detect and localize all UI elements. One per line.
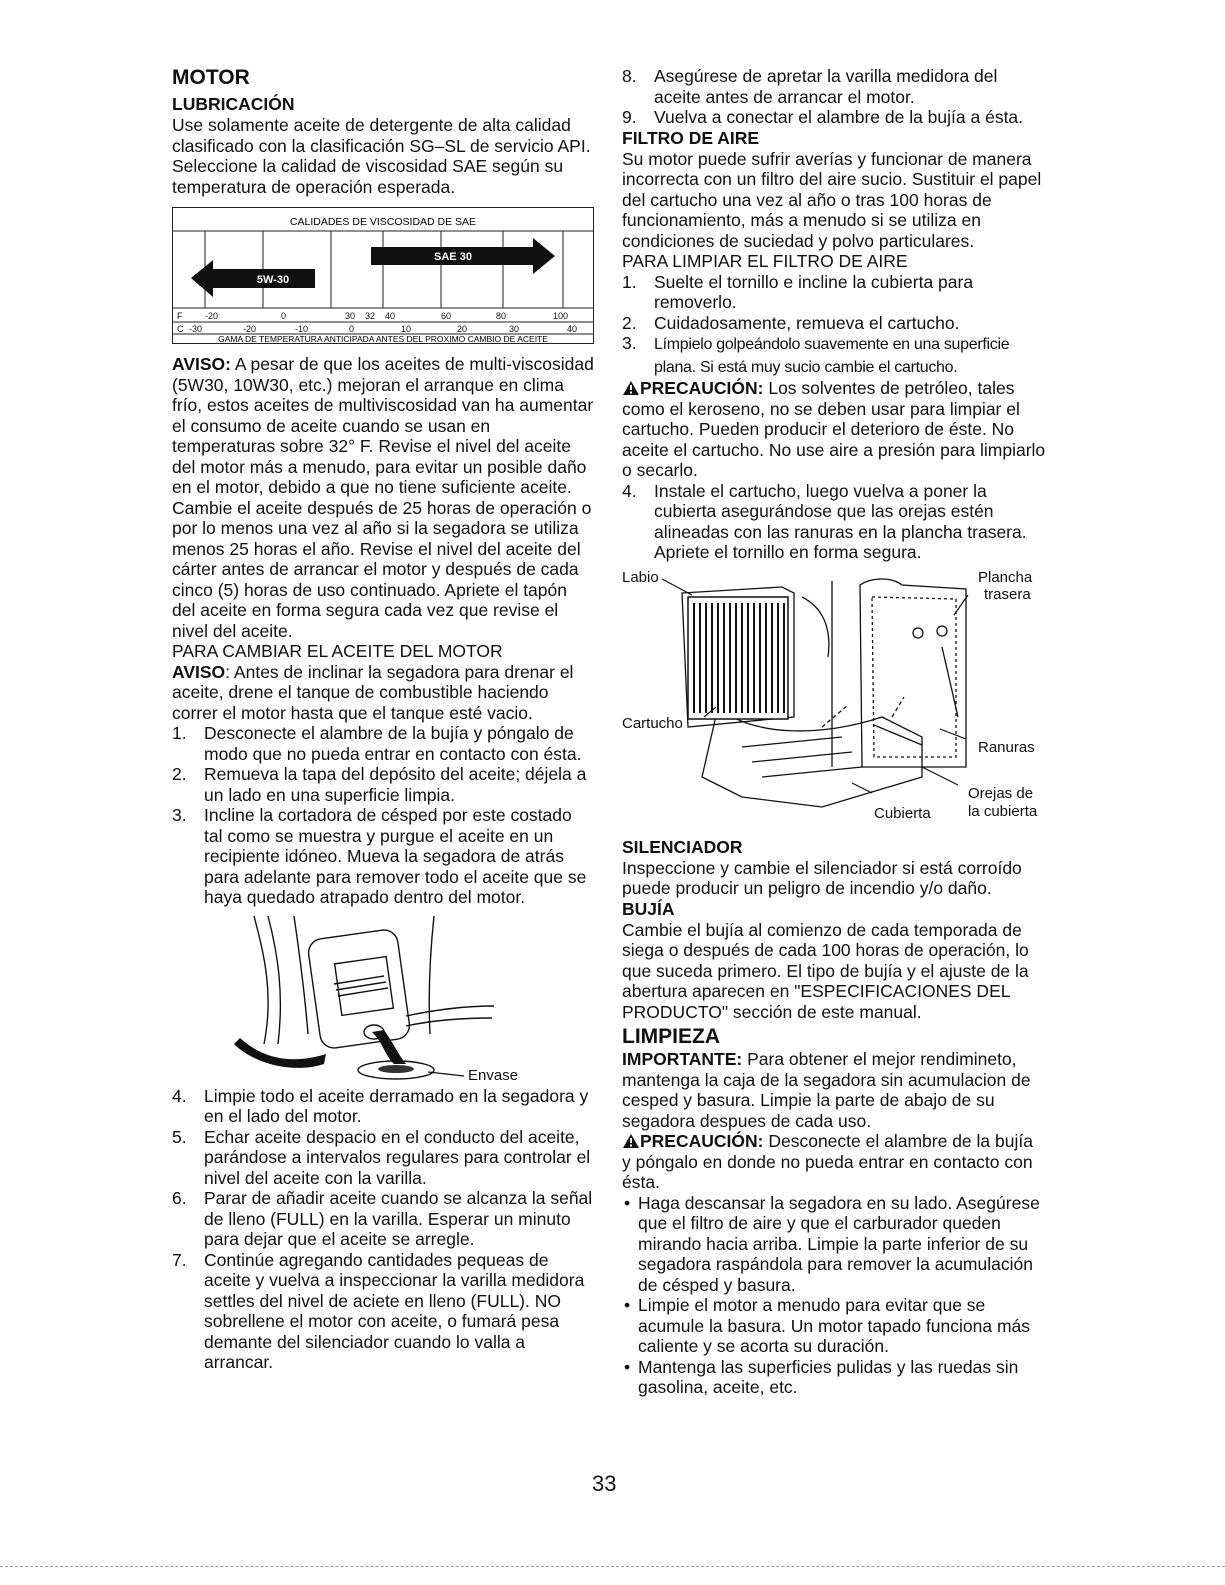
step-text: Límpielo golpeándolo suavemente en una superficie plana. Si está muy sucio cambie el cartucho.	[654, 336, 1010, 376]
precaucion1-text: Los solventes de petróleo, tales como el keroseno, no se deben usar para limpiar el cartucho. Pueden producir el deterioro de éste. No aceite el cartucho. No use aire a presión para limpiarlo o secarlo.	[622, 378, 1046, 480]
lubricacion-heading: LUBRICACIÓN	[172, 94, 295, 114]
motor-heading: MOTOR	[172, 66, 250, 89]
sae30-label: SAE 30	[434, 251, 472, 263]
bullet-text: Haga descansar la segadora en su lado. Asegúrese que el filtro de aire y que el carburador queden mirando hacia arriba. Limpie la parte inferior de su segadora raspándola para remover la acumulación de césped y basura.	[638, 1192, 1040, 1295]
importante-text: Para obtener el mejor rendimineto, mantenga la caja de la segadora sin acumulacion de cesped y basura. Limpie la parte de abajo de su segadora despues de cada uso.	[622, 1049, 1031, 1131]
c-tick: -30	[189, 324, 203, 334]
list-item	[172, 1188, 594, 1250]
f-tick-label: F	[177, 311, 183, 321]
step-number: 3.	[622, 333, 637, 353]
list-item	[622, 66, 1046, 107]
aviso1-label: AVISO:	[172, 354, 231, 374]
list-item: • Haga descansar la segadora en su lado. Asegúrese que el filtro de aire y que el carburador queden mirando hacia arriba. Limpie la parte inferior de su segadora raspándola para remover la acumulación de césped y basura.	[624, 1192, 1040, 1295]
list-item	[172, 723, 594, 764]
f-tick: 60	[441, 311, 452, 321]
silenciador-heading: SILENCIADOR	[622, 836, 743, 857]
left-column	[172, 66, 594, 1373]
bujia-text: Cambie el bujía al comienzo de cada temporada de siega o después de cada 100 horas de operación, lo que suceda primero. El tipo de bujía y el ajuste de la abertura aparecen en "ESPECIFICACIONES DEL PRODUCTO" sección de este manual.	[622, 919, 1029, 1022]
step-number: 5.	[172, 1126, 187, 1147]
ranuras-label: Ranuras	[978, 738, 1035, 756]
steps-list-e	[622, 481, 1046, 563]
envase-label: Envase	[468, 1066, 519, 1084]
list-item	[622, 107, 1046, 128]
list-item: • Mantenga las superficies pulidas y las ruedas sin gasolina, aceite, etc.	[624, 1356, 1019, 1397]
step-number: 3.	[172, 805, 187, 825]
limpiar-heading: PARA LIMPIAR EL FILTRO DE AIRE	[622, 251, 908, 271]
list-item	[172, 764, 594, 805]
step-number: 7.	[172, 1249, 187, 1270]
step-text: Asegúrese de apretar la varilla medidora del aceite antes de arrancar el motor.	[654, 66, 998, 107]
step-number: 2.	[622, 312, 637, 333]
cubierta-label: Cubierta	[874, 804, 931, 822]
aviso1-text: A pesar de que los aceites de multi-viscosidad (5W30, 10W30, etc.) mejoran el arranque en clima frío, estos aceites de multiviscosidad van ha aumentar el consumo de aceite cuando se usan en temperaturas sobre 32° F. Revise el nivel del aceite del motor más a menudo, para evitar un posible daño en el motor, debido a que no tiene suficiente aceite. Cambie el aceite después de 25 horas de operación o por lo menos una vez al año si la segadora se utiliza menos 25 horas el año. Revise el nivel del aceite del cárter antes de arrancar el motor y después de cada cinco (5) horas de uso continuado. Apriete el tapón del aceite en forma segura cada vez que revise el nivel del aceite.	[172, 354, 594, 641]
page-number: 33	[592, 1471, 617, 1496]
list-item: • Limpie el motor a menudo para evitar que se acumule la basura. Un motor tapado funciona más caliente y se acorta su duración.	[624, 1295, 1031, 1356]
list-item	[622, 313, 1046, 334]
c-tick-label: C	[177, 324, 184, 334]
step-text: Limpie todo el aceite derramado en la segadora y en el lado del motor.	[204, 1085, 589, 1126]
step-text: Cuidadosamente, remueva el cartucho.	[654, 312, 960, 333]
precaucion2-paragraph	[622, 1131, 1046, 1193]
precaucion2-label: PRECAUCIÓN:	[640, 1131, 764, 1151]
plancha-label: Plancha	[978, 568, 1033, 586]
lubricacion-text: Use solamente aceite de detergente de alta calidad clasificado con la clasificación SG–SL de servicio API. Seleccione la calidad de viscosidad SAE según su temperatura de operación esperada.	[172, 115, 591, 197]
orejas-label-1: Orejas de	[968, 784, 1034, 802]
cambiar-heading: PARA CAMBIAR EL ACEITE DEL MOTOR	[172, 641, 503, 661]
list-item	[622, 481, 1046, 563]
bullet-text: Mantenga las superficies pulidas y las ruedas sin gasolina, aceite, etc.	[638, 1356, 1019, 1397]
step-text: Continúe agregando cantidades pequeas de aceite y vuelva a inspeccionar la varilla medidora settles del nivel de aciete en lleno (FULL). NO sobrellene el motor con aceite, o fumará pesa demante del silenciador cuando lo valla a arrancar.	[204, 1249, 585, 1372]
f-tick: 40	[385, 311, 396, 321]
importante-label: IMPORTANTE:	[622, 1049, 743, 1069]
step-number: 4.	[622, 480, 637, 501]
5w30-label: 5W-30	[256, 274, 290, 286]
step-text: Parar de añadir aceite cuando se alcanza la señal de lleno (FULL) en la varilla. Esperar un minuto para dejar que el aceite se arregle.	[204, 1188, 593, 1249]
list-item	[622, 333, 1046, 378]
filtro-heading: FILTRO DE AIRE	[622, 127, 760, 148]
warning-icon	[622, 380, 640, 396]
f-tick: -20	[205, 311, 219, 321]
c-tick: 0	[349, 324, 355, 334]
oil-drain-illustration	[234, 914, 564, 1086]
step-number: 1.	[172, 723, 187, 743]
precaucion1-paragraph	[622, 378, 1046, 481]
step-text: Vuelva a conectar el alambre de la bujía a ésta.	[654, 107, 1024, 127]
step-text: Remueva la tapa del depósito del aceite; déjela a un lado en una superficie limpia.	[204, 764, 587, 805]
cartucho-label: Cartucho	[622, 714, 683, 732]
list-item	[172, 1250, 594, 1373]
5w30-bar	[191, 260, 315, 297]
aviso2-paragraph	[172, 662, 594, 724]
labio-label: Labio	[622, 568, 659, 586]
list-item	[172, 1086, 594, 1127]
c-tick: 20	[457, 324, 468, 334]
f-tick: 30	[345, 311, 356, 321]
viscosity-chart-title: CALIDADES DE VISCOSIDAD DE SAE	[289, 216, 477, 228]
f-tick: 100	[553, 311, 569, 321]
aviso1-paragraph	[172, 354, 594, 641]
c-tick: -10	[295, 324, 309, 334]
bottom-divider	[0, 1566, 1225, 1567]
steps-list-c	[622, 66, 1046, 128]
step-number: 8.	[622, 66, 637, 86]
precaucion1-label: PRECAUCIÓN:	[640, 378, 764, 398]
c-tick: 30	[509, 324, 520, 334]
viscosity-chart-footer: GAMA DE TEMPERATURA ANTICIPADA ANTES DEL PROXIMO CAMBIO DE ACEITE	[218, 334, 548, 343]
filtro-text: Su motor puede sufrir averías y funcionar de manera incorrecta con un filtro del aire sucio. Sustituir el papel del cartucho una vez al año o tras 100 horas de funcionamiento, más a menudo si se utiliza en condiciones de suciedad y polvo particulares.	[622, 148, 1042, 251]
step-text: Desconecte el alambre de la bujía y póngalo de modo que no pueda entrar en contacto con ésta.	[204, 723, 582, 764]
bullet-text: Limpie el motor a menudo para evitar que se acumule la basura. Un motor tapado funciona más caliente y se acorta su duración.	[638, 1295, 1031, 1356]
f-tick: 32	[365, 311, 376, 321]
step-text: Suelte el tornillo e incline la cubierta para removerlo.	[654, 271, 974, 312]
right-column	[622, 66, 1046, 1398]
bujia-heading: BUJÍA	[622, 898, 675, 919]
aviso2-label: AVISO	[172, 661, 226, 682]
step-number: 2.	[172, 764, 187, 784]
list-item	[622, 272, 1046, 313]
orejas-label-2: la cubierta	[968, 802, 1038, 820]
cleaning-bullets	[622, 1193, 1046, 1398]
f-tick: 0	[281, 311, 287, 321]
air-filter-illustration	[622, 567, 1046, 837]
c-tick: 10	[401, 324, 412, 334]
viscosity-chart	[172, 207, 594, 344]
silenciador-text: Inspeccione y cambie el silenciador si está corroído puede producir un peligro de incendio y/o daño.	[622, 857, 1022, 898]
step-number: 6.	[172, 1188, 187, 1208]
c-tick: -20	[243, 324, 257, 334]
step-number: 9.	[622, 107, 637, 127]
trasera-label: trasera	[984, 585, 1031, 603]
list-item	[172, 805, 594, 908]
list-item	[172, 1127, 594, 1189]
precaucion2-text: Desconecte el alambre de la bujía y póngalo en donde no pueda entrar en contacto con ésta.	[622, 1131, 1033, 1192]
limpieza-heading: LIMPIEZA	[622, 1025, 720, 1048]
step-number: 4.	[172, 1085, 187, 1106]
steps-list-d	[622, 272, 1046, 379]
step-text: Incline la cortadora de césped por este costado tal como se muestra y purgue el aceite en un recipiente idóneo. Mueva la segadora de atrás para adelante para remover todo el aceite que se haya quedado atrapado dentro del motor.	[204, 805, 587, 907]
aviso2-text: : Antes de inclinar la segadora para drenar el aceite, drene el tanque de combustible haciendo correr el motor hasta que el tanque esté vacio.	[172, 661, 574, 723]
step-number: 1.	[622, 271, 637, 292]
importante-paragraph	[622, 1049, 1046, 1131]
step-text: Instale el cartucho, luego vuelva a poner la cubierta asegurándose que las orejas estén alineadas con las ranuras en la plancha trasera. Apriete el tornillo en forma segura.	[654, 480, 1027, 562]
c-tick: 40	[567, 324, 578, 334]
f-tick: 80	[496, 311, 507, 321]
steps-list-b	[172, 1086, 594, 1373]
step-text: Echar aceite despacio en el conducto del aceite, parándose a intervalos regulares para controlar el nivel del aceite con la varilla.	[204, 1126, 591, 1188]
steps-list-a	[172, 723, 594, 908]
warning-icon	[622, 1133, 640, 1149]
